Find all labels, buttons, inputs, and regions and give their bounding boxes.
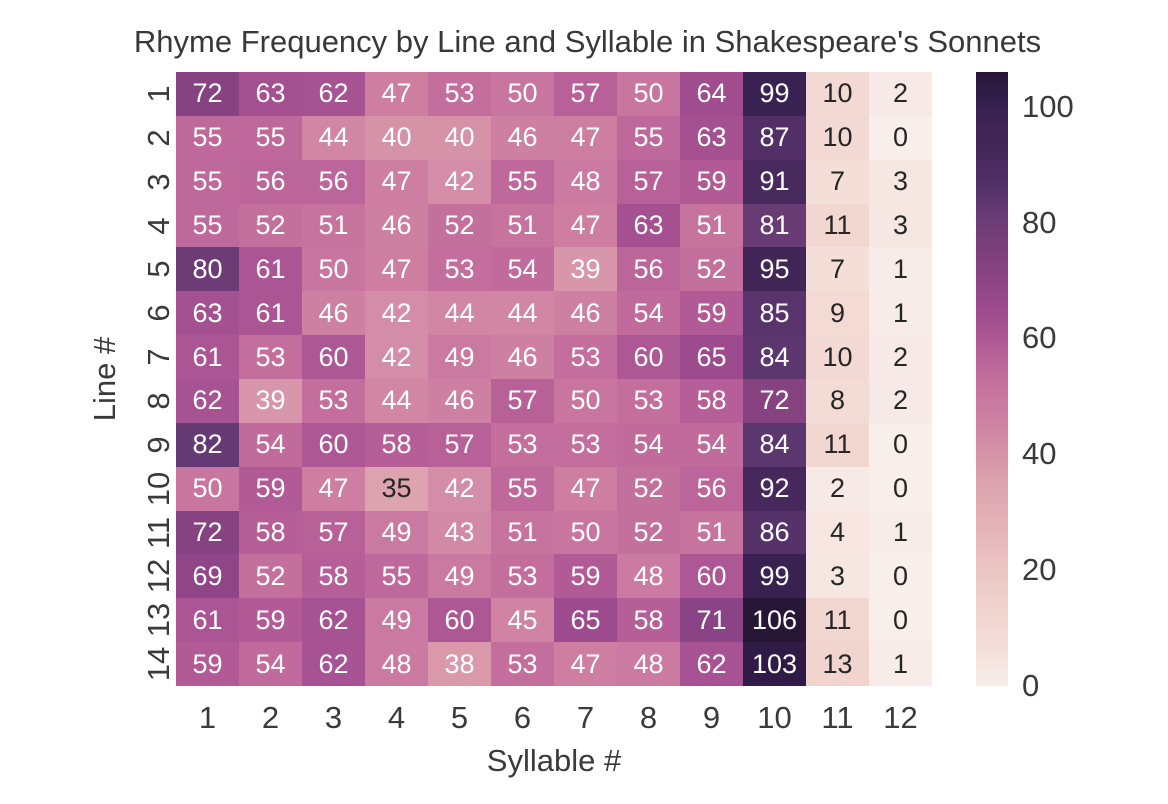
heatmap-figure: Rhyme Frequency by Line and Syllable in Shakespeare's Sonnets 72 63 62 47 53 50 57 50 64 99 10 2 55 55 44 40 40 46 47 55 63 87 10 0 55 56 56 47 42 55 48 57 59 91 7 3 55 52 51 46 52 51 47 63 51 81 11 3 80 61 50 47 53 54 39 56 52 95 7 1 63 61 46 42 44 44 46 54 59 85 9 1 61 53 60 42 49 46 53 60 65 84 10 2 62 39 53 44 46 57 50 53 58 72 8 2 82 54 60 58 57 53 53 54 54 84 11 0 50 59 47 35 42 55 47 52 56 92 2 0 72 58 57 49 43 51 50 52 51 86 4 1 69 52 58 55 49 53 59 48 60 99 3 0 61 59 62 49 60 45 65 58 71 106 11 0 59 54 62 48 38 53 47 48 62 103 13 1 1 2 3 4 5 6 7 8 9 10 11 12 1 2 3 4 5 6 7 8 9 10 11 12 13 14 Syllable # Line # 0 20 40 60 80 100: [0, 0, 1168, 804]
heatmap-cell: 51: [302, 204, 365, 248]
heatmap-cell: 49: [428, 335, 491, 379]
heatmap-cell: 72: [176, 72, 239, 116]
heatmap-cell: 60: [302, 423, 365, 467]
heatmap-cell: 0: [869, 554, 932, 598]
colorbar-tick-label: 0: [1022, 668, 1040, 703]
heatmap-cell: 58: [680, 379, 743, 423]
heatmap-cell: 81: [743, 204, 806, 248]
chart-title: Rhyme Frequency by Line and Syllable in Shakespeare's Sonnets: [133, 24, 1042, 59]
heatmap-cell: 48: [554, 160, 617, 204]
x-tick-label: 8: [639, 700, 658, 735]
x-tick-label: 11: [821, 700, 854, 735]
heatmap-cell: 11: [806, 204, 869, 248]
heatmap-cell: 54: [617, 423, 680, 467]
heatmap-cell: 103: [743, 642, 806, 686]
heatmap-cell: 3: [869, 204, 932, 248]
heatmap-cell: 2: [806, 467, 869, 511]
heatmap-cell: 61: [176, 598, 239, 642]
heatmap-cell: 53: [617, 379, 680, 423]
heatmap-cell: 13: [806, 642, 869, 686]
y-tick-label: 12: [141, 559, 176, 594]
heatmap-cell: 55: [491, 160, 554, 204]
heatmap-cell: 0: [869, 598, 932, 642]
heatmap-cell: 10: [806, 116, 869, 160]
heatmap-cell: 11: [806, 423, 869, 467]
heatmap-cell: 10: [806, 335, 869, 379]
heatmap-cell: 56: [680, 467, 743, 511]
heatmap-cell: 63: [617, 204, 680, 248]
y-tick-label: 6: [141, 304, 176, 322]
heatmap-cell: 3: [869, 160, 932, 204]
heatmap-cell: 9: [806, 291, 869, 335]
heatmap-cell: 11: [806, 598, 869, 642]
heatmap-cell: 38: [428, 642, 491, 686]
heatmap-cell: 54: [491, 247, 554, 291]
heatmap-cell: 87: [743, 116, 806, 160]
heatmap-cell: 50: [302, 247, 365, 291]
heatmap-cell: 1: [869, 642, 932, 686]
heatmap-cell: 55: [239, 116, 302, 160]
heatmap-cell: 106: [743, 598, 806, 642]
heatmap-cell: 63: [680, 116, 743, 160]
heatmap-cell: 92: [743, 467, 806, 511]
heatmap-cell: 53: [428, 72, 491, 116]
colorbar-tick-label: 40: [1022, 436, 1057, 472]
heatmap-cell: 0: [869, 423, 932, 467]
heatmap-cell: 59: [176, 642, 239, 686]
heatmap-cell: 99: [743, 554, 806, 598]
heatmap-cell: 50: [491, 72, 554, 116]
heatmap-cell: 62: [302, 598, 365, 642]
heatmap-cell: 52: [428, 204, 491, 248]
heatmap-cell: 59: [239, 598, 302, 642]
heatmap-cell: 91: [743, 160, 806, 204]
heatmap-cell: 84: [743, 335, 806, 379]
heatmap-cell: 55: [617, 116, 680, 160]
heatmap-cell: 46: [365, 204, 428, 248]
heatmap-cell: 61: [239, 291, 302, 335]
heatmap-cell: 40: [365, 116, 428, 160]
heatmap-cell: 80: [176, 247, 239, 291]
heatmap-cell: 61: [239, 247, 302, 291]
heatmap-cell: 50: [554, 379, 617, 423]
colorbar-tick-label: 60: [1022, 320, 1057, 356]
heatmap-cell: 61: [176, 335, 239, 379]
heatmap-cell: 51: [491, 511, 554, 555]
heatmap-cell: 55: [365, 554, 428, 598]
x-tick-label: 2: [261, 700, 280, 735]
x-axis-label: Syllable #: [486, 743, 622, 778]
heatmap-cell: 44: [302, 116, 365, 160]
heatmap-cell: 40: [428, 116, 491, 160]
heatmap-cell: 56: [302, 160, 365, 204]
x-tick-label: 5: [450, 700, 469, 735]
heatmap-cell: 56: [617, 247, 680, 291]
heatmap-cell: 62: [302, 642, 365, 686]
heatmap-cell: 54: [239, 423, 302, 467]
y-tick-label: 7: [141, 348, 176, 366]
heatmap-cell: 46: [491, 116, 554, 160]
heatmap-cell: 4: [806, 511, 869, 555]
heatmap-cell: 2: [869, 335, 932, 379]
heatmap-cell: 84: [743, 423, 806, 467]
heatmap-cell: 2: [869, 379, 932, 423]
colorbar-tick-label: 100: [1022, 88, 1074, 124]
heatmap-cell: 47: [365, 247, 428, 291]
heatmap-cell: 52: [239, 204, 302, 248]
heatmap-cell: 53: [491, 423, 554, 467]
heatmap-cell: 49: [365, 511, 428, 555]
heatmap-cell: 55: [176, 116, 239, 160]
heatmap-cell: 54: [617, 291, 680, 335]
heatmap-cell: 42: [428, 467, 491, 511]
heatmap-cell: 7: [806, 160, 869, 204]
y-tick-label: 1: [141, 85, 176, 103]
heatmap-cell: 58: [302, 554, 365, 598]
heatmap-cell: 60: [680, 554, 743, 598]
heatmap-cell: 55: [491, 467, 554, 511]
heatmap-cell: 53: [428, 247, 491, 291]
x-tick-label: 7: [576, 700, 595, 735]
heatmap-cell: 62: [302, 72, 365, 116]
heatmap-cell: 63: [176, 291, 239, 335]
y-tick-label: 14: [141, 646, 176, 682]
heatmap-cell: 64: [680, 72, 743, 116]
heatmap-cell: 52: [680, 247, 743, 291]
heatmap-cell: 53: [554, 423, 617, 467]
heatmap-cell: 57: [302, 511, 365, 555]
heatmap-cell: 47: [554, 642, 617, 686]
heatmap-cell: 57: [554, 72, 617, 116]
y-tick-label: 5: [141, 260, 176, 278]
heatmap-cell: 48: [617, 642, 680, 686]
heatmap-cell: 46: [554, 291, 617, 335]
heatmap-cell: 53: [239, 335, 302, 379]
heatmap-cell: 49: [365, 598, 428, 642]
heatmap-cell: 52: [617, 467, 680, 511]
y-tick-label: 13: [141, 602, 176, 638]
heatmap-cell: 47: [365, 72, 428, 116]
heatmap-cell: 62: [176, 379, 239, 423]
heatmap-cell: 49: [428, 554, 491, 598]
heatmap-cell: 39: [554, 247, 617, 291]
heatmap-cell: 72: [743, 379, 806, 423]
x-tick-label: 9: [702, 700, 721, 735]
heatmap-cell: 59: [554, 554, 617, 598]
heatmap-cell: 8: [806, 379, 869, 423]
heatmap-cell: 62: [680, 642, 743, 686]
heatmap-cell: 47: [554, 204, 617, 248]
heatmap-cell: 46: [302, 291, 365, 335]
y-tick-label: 3: [141, 173, 176, 191]
heatmap-cell: 59: [680, 160, 743, 204]
heatmap-cell: 57: [428, 423, 491, 467]
heatmap-cell: 65: [554, 598, 617, 642]
x-tick-label: 10: [757, 700, 792, 735]
heatmap-cell: 51: [680, 511, 743, 555]
heatmap-cell: 50: [617, 72, 680, 116]
heatmap-cell: 60: [302, 335, 365, 379]
heatmap-cell: 47: [554, 467, 617, 511]
x-tick-label: 4: [387, 700, 406, 735]
heatmap-cell: 60: [617, 335, 680, 379]
heatmap-cell: 0: [869, 467, 932, 511]
x-tick-label: 6: [513, 700, 532, 735]
heatmap-cell: 69: [176, 554, 239, 598]
heatmap-cell: 0: [869, 116, 932, 160]
heatmap-grid: [176, 72, 932, 686]
heatmap-cell: 44: [365, 379, 428, 423]
heatmap-cell: 71: [680, 598, 743, 642]
y-tick-label: 2: [141, 129, 176, 147]
colorbar: [976, 72, 1008, 686]
heatmap-cell: 7: [806, 247, 869, 291]
heatmap-cell: 47: [365, 160, 428, 204]
heatmap-cell: 50: [176, 467, 239, 511]
heatmap-cell: 56: [239, 160, 302, 204]
heatmap-cell: 59: [680, 291, 743, 335]
heatmap-cell: 47: [554, 116, 617, 160]
heatmap-cell: 99: [743, 72, 806, 116]
heatmap-cell: 59: [239, 467, 302, 511]
heatmap-cell: 10: [806, 72, 869, 116]
y-tick-label: 8: [141, 392, 176, 410]
heatmap-cell: 51: [491, 204, 554, 248]
heatmap-cell: 58: [365, 423, 428, 467]
heatmap-cell: 53: [554, 335, 617, 379]
heatmap-cell: 2: [869, 72, 932, 116]
y-tick-label: 4: [141, 216, 176, 235]
heatmap-cell: 95: [743, 247, 806, 291]
heatmap-cell: 48: [617, 554, 680, 598]
heatmap-cell: 53: [302, 379, 365, 423]
heatmap-cell: 42: [365, 335, 428, 379]
colorbar-tick-label: 20: [1022, 552, 1057, 588]
heatmap-cell: 54: [239, 642, 302, 686]
heatmap-cell: 60: [428, 598, 491, 642]
heatmap-cell: 39: [239, 379, 302, 423]
heatmap-cell: 63: [239, 72, 302, 116]
heatmap-cell: 65: [680, 335, 743, 379]
heatmap-cell: 42: [365, 291, 428, 335]
heatmap-cell: 50: [554, 511, 617, 555]
heatmap-cell: 51: [680, 204, 743, 248]
heatmap-cell: 58: [617, 598, 680, 642]
heatmap-cell: 3: [806, 554, 869, 598]
x-tick-label: 3: [324, 700, 343, 735]
heatmap-cell: 82: [176, 423, 239, 467]
heatmap-cell: 42: [428, 160, 491, 204]
heatmap-cell: 57: [617, 160, 680, 204]
heatmap-cell: 47: [302, 467, 365, 511]
heatmap-cell: 46: [428, 379, 491, 423]
heatmap-cell: 52: [239, 554, 302, 598]
heatmap-cell: 53: [491, 642, 554, 686]
heatmap-cell: 45: [491, 598, 554, 642]
heatmap-cell: 1: [869, 291, 932, 335]
heatmap-cell: 48: [365, 642, 428, 686]
heatmap-cell: 44: [491, 291, 554, 335]
y-tick-label: 11: [141, 516, 176, 549]
heatmap-cell: 43: [428, 511, 491, 555]
heatmap-cell: 54: [680, 423, 743, 467]
x-tick-label: 12: [883, 700, 918, 735]
heatmap-cell: 86: [743, 511, 806, 555]
heatmap-cell: 53: [491, 554, 554, 598]
heatmap-cell: 52: [617, 511, 680, 555]
heatmap-cell: 85: [743, 291, 806, 335]
heatmap-cell: 1: [869, 247, 932, 291]
y-tick-label: 10: [141, 471, 176, 506]
heatmap-cell: 55: [176, 160, 239, 204]
heatmap-cell: 58: [239, 511, 302, 555]
y-tick-label: 9: [141, 436, 176, 454]
heatmap-cell: 44: [428, 291, 491, 335]
heatmap-cell: 35: [365, 467, 428, 511]
heatmap-cell: 55: [176, 204, 239, 248]
heatmap-cell: 72: [176, 511, 239, 555]
x-tick-label: 1: [198, 700, 217, 735]
heatmap-cell: 46: [491, 335, 554, 379]
heatmap-cell: 1: [869, 511, 932, 555]
colorbar-tick-label: 80: [1022, 204, 1057, 240]
heatmap-cell: 57: [491, 379, 554, 423]
